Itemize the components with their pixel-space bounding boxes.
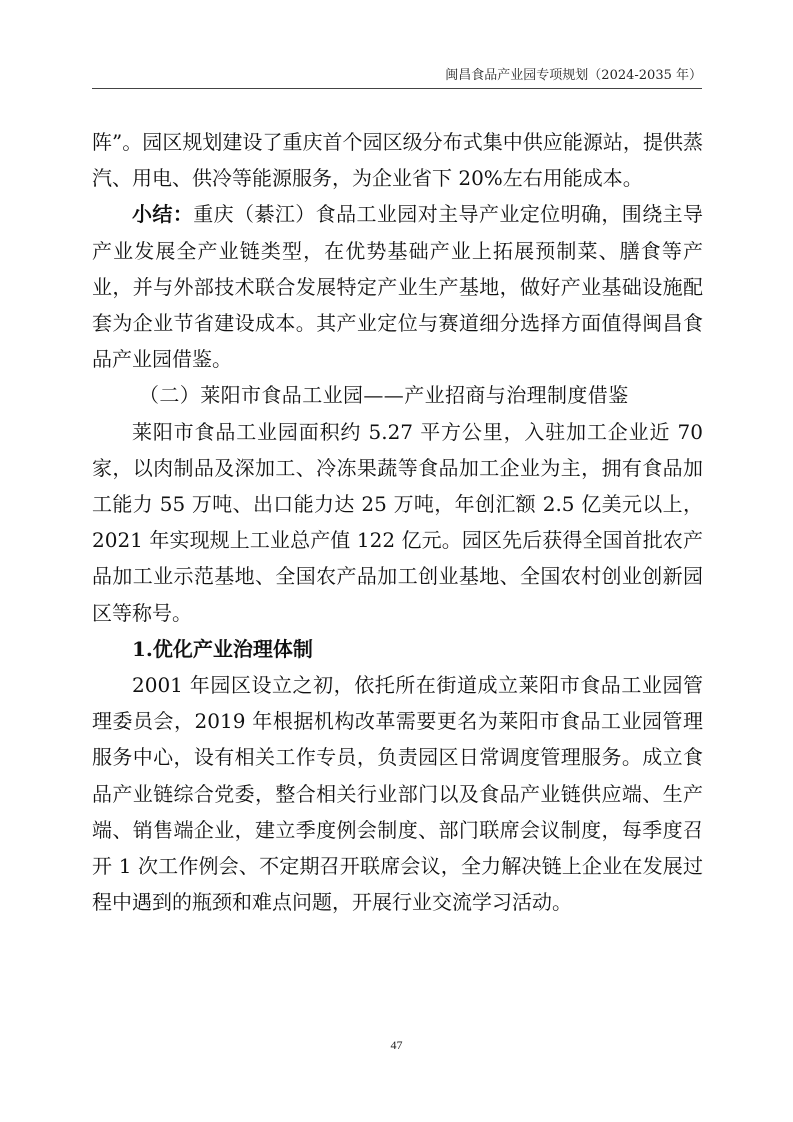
section-subheading: （二）莱阳市食品工业园——产业招商与治理制度借鉴 <box>139 383 629 408</box>
page-body <box>92 124 703 920</box>
summary-text: 重庆（綦江）食品工业园对主导产业定位明确，围绕主导产业发展全产业链类型，在优势基础产业上拓展预制菜、膳食等产业，并与外部技术联合发展特定产业生产基地，做好产业基础设施配套为企业节省建设成本。其产业定位与赛道细分选择方面值得闽昌食品产业园借鉴。 <box>92 202 704 372</box>
paragraph-continuation: 阵”。园区规划建设了重庆首个园区级分布式集中供应能源站，提供蒸汽、用电、供冷等能源服务，为企业省下 20%左右用能成本。 <box>92 130 703 191</box>
summary-paragraph <box>92 196 703 377</box>
summary-label: 小结： <box>132 202 194 227</box>
page-number: 47 <box>390 1038 403 1052</box>
governance-heading: 1.优化产业治理体制 <box>132 636 313 661</box>
governance-paragraph: 2001 年园区设立之初，依托所在街道成立莱阳市食品工业园管理委员会，2019 年根据机构改革需要更名为莱阳市食品工业园管理服务中心，设有相关工作专员，负责园区日常调度管理服务。成立食品产业链综合党委，整合相关行业部门以及食品产业链供应端、生产端、销售端企业，建立季度例会制度、部门联席会议制度，每季度召开 1 次工作例会、不定期召开联席会议，全力解决链上企业在发展过程中遇到的瓶颈和难点问题，开展行业交流学习活动。 <box>92 673 703 915</box>
running-header <box>92 66 702 89</box>
laiyang-intro-paragraph: 莱阳市食品工业园面积约 5.27 平方公里，入驻加工企业近 70 家，以肉制品及深加工、冷冻果蔬等食品加工企业为主，拥有食品加工能力 55 万吨、出口能力达 25 万吨，年创汇额 2.5 亿美元以上，2021 年实现规上工业总产值 122 亿元。园区先后获得全国首批农产品加工业示范基地、全国农产品加工创业基地、全国农村创业创新园区等称号。 <box>92 419 703 625</box>
header-title: 闽昌食品产业园专项规划（2024-2035 年） <box>445 68 702 83</box>
